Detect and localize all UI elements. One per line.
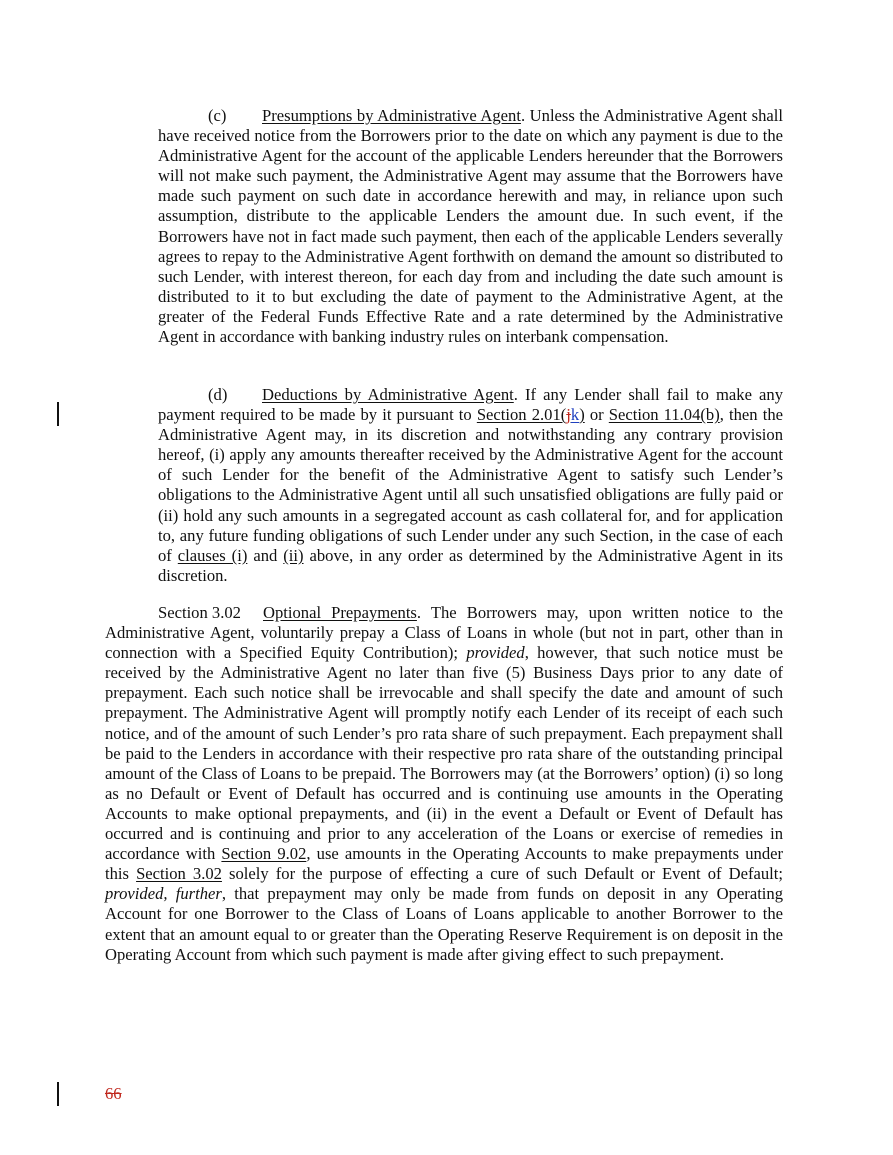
- section-text: . The Borrowers may, upon written notice to the Administrative Agent, voluntarily prepay a Class of Loans in whole (but not in part, other than in connection with a Specified Equity Contribution);: [105, 603, 784, 663]
- section-reference[interactable]: [477, 405, 585, 424]
- page-number: 66: [105, 1084, 122, 1103]
- paragraph-d: [158, 385, 783, 586]
- section-label: Section 3.02: [158, 603, 241, 622]
- inserted-text: k: [570, 405, 580, 425]
- paragraph-d-text: or: [584, 405, 609, 425]
- paragraph-d-text: and: [247, 545, 284, 565]
- section-reference[interactable]: Section 11.04(b): [608, 405, 720, 425]
- change-bar: [57, 1082, 59, 1106]
- provided-further-term: provided, further: [105, 884, 222, 904]
- section-text: solely for the purpose of effecting a cure of such Default or Event of Default;: [221, 864, 784, 884]
- paragraph-d-text: . If any Lender shall fail to make any payment required to be made by it pursuant to: [158, 385, 783, 425]
- section-reference[interactable]: Section 3.02: [136, 864, 222, 884]
- deleted-text: j: [566, 405, 571, 425]
- section-3-02: [105, 603, 783, 965]
- clause-marker-d: (d): [208, 385, 228, 404]
- paragraph-d-text: above, in any order as determined by the Administrative Agent in its discretion.: [158, 545, 783, 585]
- section-text: , that prepayment may only be made from funds on deposit in any Operating Account for one Borrower to the Class of Loans of Loans applicable to another Borrower to the extent that an amount equal to or greater than the Operating Reserve Requirement is on deposit in the Operating Account from which such payment is made after giving effect to such prepayment.: [105, 884, 784, 964]
- reference-suffix: ): [579, 405, 585, 425]
- section-text: , use amounts in the Operating Accounts to make prepayments under this: [105, 844, 784, 884]
- paragraph-d-text: , then the Administrative Agent may, in its discretion and notwithstanding any contrary provision hereof, (i) apply any amounts thereafter received by the Administrative Agent for the account of such Lender for the benefit of the Administrative Agent to satisfy such Lender’s obligations to the Administrative Agent until all such unsatisfied obligations are fully paid or (ii) hold any such amounts in a segregated account as cash collateral for, and for application to, any future funding obligations of such Lender under any such Section, in the case of each of: [158, 405, 783, 565]
- paragraph-c: [158, 106, 783, 347]
- clause-marker-c: (c): [208, 106, 227, 125]
- heading-deductions: Deductions by Administrative Agent: [262, 385, 514, 404]
- change-bar: [57, 402, 59, 426]
- paragraph-c-body: . Unless the Administrative Agent shall have received notice from the Borrowers prior to the date on which any payment is due to the Administrative Agent for the account of the applicable Lenders hereunder that the Borrowers will not make such payment, the Administrative Agent may assume that the Borrowers have made such payment on such date in accordance herewith and may, in reliance upon such assumption, distribute to the applicable Lenders the amount due. In such event, if the Borrowers have not in fact made such payment, then each of the applicable Lenders severally agrees to repay to the Administrative Agent forthwith on demand the amount so distributed to such Lender, with interest thereon, for each day from and including the date such amount is distributed to it to but excluding the date of payment to the Administrative Agent, at the greater of the Federal Funds Effective Rate and a rate determined by the Administrative Agent in accordance with banking industry rules on interbank compensation.: [158, 106, 783, 347]
- clause-reference[interactable]: (ii): [283, 545, 304, 565]
- section-reference[interactable]: Section 9.02: [221, 844, 307, 864]
- provided-term: provided: [466, 643, 525, 663]
- heading-presumptions: Presumptions by Administrative Agent: [262, 106, 521, 125]
- clause-reference[interactable]: clauses (i): [177, 545, 248, 565]
- section-text: , however, that such notice must be received by the Administrative Agent no later than five (5) Business Days prior to any date of prepayment. Each such notice shall be irrevocable and shall specify the date and amount of such prepayment. The Administrative Agent will promptly notify each Lender of its receipt of each such notice, and of the amount of such Lender’s pro rata share of such prepayment. Each prepayment shall be paid to the Lenders in accordance with their respective pro rata share of the outstanding principal amount of the Class of Loans to be prepaid. The Borrowers may (at the Borrowers’ option) (i) so long as no Default or Event of Default has occurred and is continuing use amounts in the Operating Accounts to make optional prepayments, and (ii) in the event a Default or Event of Default has occurred and is continuing and prior to any acceleration of the Loans or exercise of remedies in accordance with: [105, 643, 784, 864]
- reference-prefix: Section 2.01(: [476, 405, 567, 425]
- heading-optional-prepayments: Optional Prepayments: [263, 603, 417, 622]
